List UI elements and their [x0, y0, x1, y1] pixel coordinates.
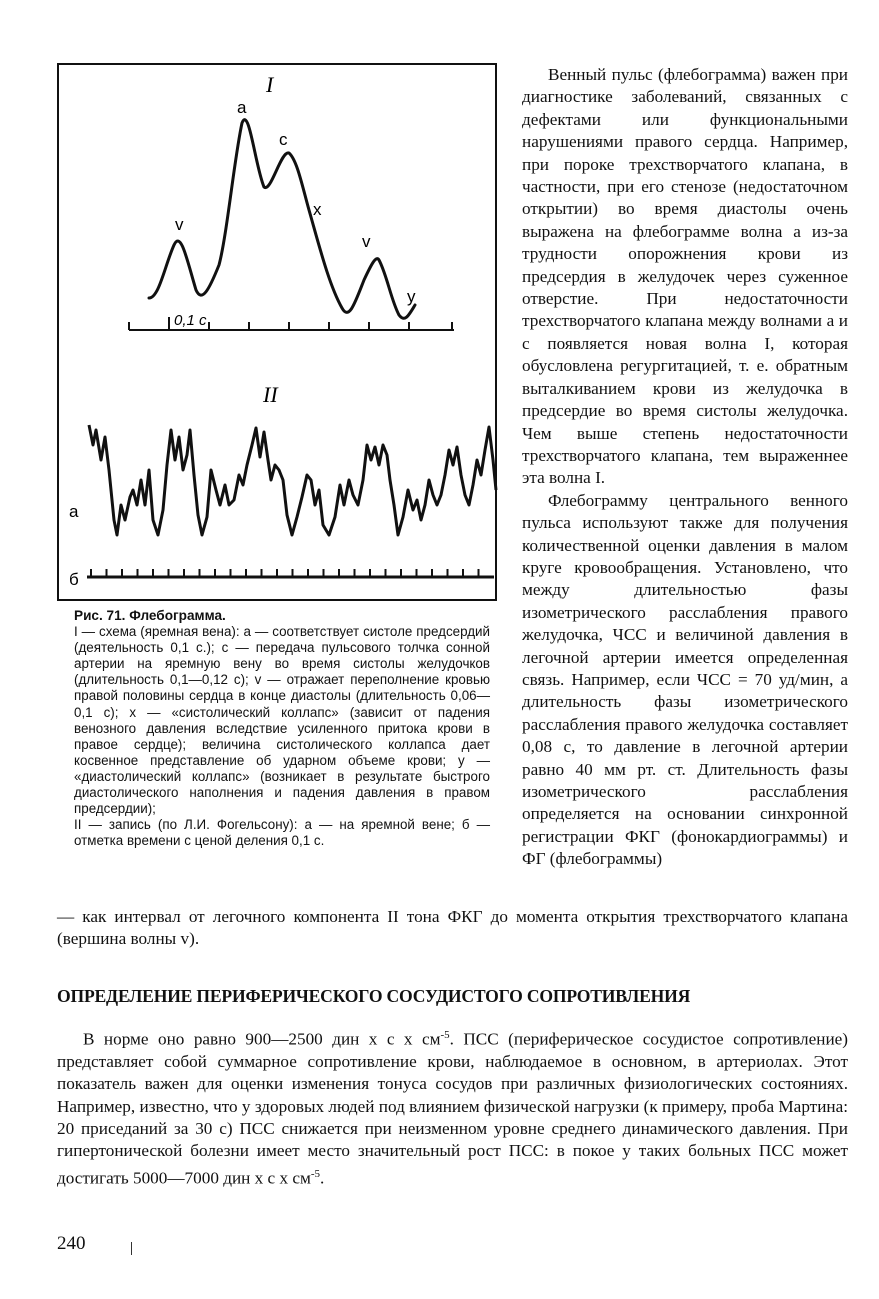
section-text-mid: . ПСС (периферическое сосудистое сопротивление) представляет собой суммарное сопротивление крови, наблюдаемое в основном, в артериолах. Этот показатель важен для оценки изменения тонуса сосудов при различных физиологических состояниях. Например, известно, что у здоровых людей под влиянием физической нагрузки (к примеру, проба Мартина: 20 приседаний за 30 с) ПСС снижается при неизменном уровне среднего динамического давления. При гипертонической болезни имеет место значительный рост ПСС: в покое у таких больных ПСС может достигать 5000—7000 дин х с х см — [57, 1029, 848, 1188]
time-scale-label: 0,1 с — [174, 312, 207, 329]
section-heading: ОПРЕДЕЛЕНИЕ ПЕРИФЕРИЧЕСКОГО СОСУДИСТОГО СОПРОТИВЛЕНИЯ — [57, 986, 691, 1006]
unit-exponent-2: -5 — [310, 1167, 321, 1180]
section-text-end: . — [320, 1168, 325, 1188]
phlebogram-diagram — [59, 65, 499, 603]
trace-a-label: а — [69, 502, 79, 521]
wave-c-label: c — [279, 130, 288, 149]
section-body — [57, 1024, 848, 1190]
unit-exponent-1: -5 — [440, 1029, 450, 1041]
caption-scheme-II-description: II — запись (по Л.И. Фогельсону): а — на яремной вене; б — отметка времени с ценой деления 0,1 с. — [74, 817, 490, 849]
page-number: 240 — [57, 1233, 86, 1254]
figure-caption — [74, 608, 490, 849]
continuation-text: — как интервал от легочного компонента II тона ФКГ до момента открытия трехстворчатого клапана (вершина волны v). — [57, 907, 848, 949]
time-marks-track — [87, 569, 494, 577]
section-text-start: В норме оно равно 900—2500 дин х с х см — [83, 1029, 441, 1049]
wave-scheme-I — [149, 120, 415, 319]
wave-a-label: a — [237, 98, 247, 117]
section-paragraph — [57, 1024, 848, 1190]
caption-scheme-I-description: I — схема (яремная вена): а — соответствует систоле предсердий (деятельность 0,1 с.); с — передача пульсового толчка сонной артерии на яремную вену во время систолы желудочков (длительность 0,1—0,12 с); v — отражает переполнение кровью правой половины сердца в конце диастолы (длительность 0,06—0,1 с); х — «систолический коллапс» (зависит от падения венозного давления вследствие усиленного притока крови в правое сердце); величина систолического коллапса дает косвенное представление об ударном объеме крови; у — «диастолический коллапс» (возникает в результате быстрого диастолического наполнения и падения давления в правом предсердии); — [74, 624, 490, 817]
right-paragraph-1: Венный пульс (флебограмма) важен при диагностике заболеваний, связанных с дефектами или функциональными нарушениями правого сердца. Например, при пороке трехстворчатого клапана, в частности, при его стенозе (недостаточном открытии) во время диастолы очень выражена на флебограмме волна a из-за трудности опорожнения крови из предсердия в желудочек через суженное отверстие. При недостаточности трехстворчатого клапана между волнами a и c появляется новая волна I, которая обусловлена регургитацией, т. е. обратным выталкиванием крови из желудочка в предсердие во время систолы желудочка. Чем выше степень недостаточности трехстворчатого клапана, тем выраженнее эта волна I. — [522, 65, 848, 488]
wave-v-right-label: v — [362, 232, 371, 251]
wave-x-label: x — [313, 200, 322, 219]
wave-v-left-label: v — [175, 215, 184, 234]
trace-b-label: б — [69, 570, 79, 589]
label-scheme-II: II — [263, 382, 278, 407]
wave-y-label: y — [407, 287, 416, 306]
margin-mark — [131, 1242, 132, 1255]
caption-title: Рис. 71. Флебограмма. — [74, 608, 226, 623]
figure-phlebogram — [57, 63, 497, 601]
label-scheme-I: I — [266, 72, 274, 97]
right-paragraph-2: Флебограмму центрального венного пульса используют также для получения количественной оценки давления в малом круге кровообращения. Установлено, что между длительностью фазы изометрического расслабления правого желудочка, ЧСС и величиной давления в легочной артерии имеется определенная связь. Например, если ЧСС = 70 уд/мин, а длительность фазы изометрического расслабления правого желудочка составляет 0,08 с, то давление в легочной артерии равно 40 мм рт. ст. Длительность фазы изометрического расслабления определяется на основании синхронной регистрации ФКГ (фонокардиограммы) и ФГ (флебограммы) — [522, 490, 848, 869]
right-column-text — [522, 64, 848, 871]
paragraph-continuation — [57, 906, 848, 951]
trace-jugular-vein — [89, 425, 496, 535]
